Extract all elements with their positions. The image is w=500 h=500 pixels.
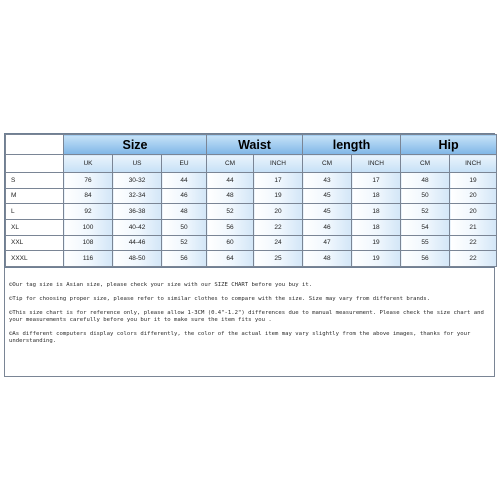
sub-header-waist-cm: CM: [207, 155, 254, 173]
table-cell: 50: [401, 188, 450, 204]
table-cell: 44-46: [113, 235, 162, 251]
group-header-hip: Hip: [401, 135, 497, 155]
table-cell: 22: [254, 219, 303, 235]
table-cell: 19: [450, 173, 497, 189]
table-cell: 44: [162, 173, 207, 189]
sub-header-hip-cm: CM: [401, 155, 450, 173]
sub-header-length-inch: INCH: [352, 155, 401, 173]
table-cell: 56: [401, 251, 450, 267]
table-cell: 48-50: [113, 251, 162, 267]
table-row: [6, 188, 497, 204]
table-cell: 22: [450, 235, 497, 251]
table-cell: 24: [254, 235, 303, 251]
table-cell: 18: [352, 188, 401, 204]
size-notes: [4, 268, 495, 377]
table-cell: 44: [207, 173, 254, 189]
table-cell: 48: [401, 173, 450, 189]
size-label: XL: [6, 219, 64, 235]
corner-cell: [6, 155, 64, 173]
table-cell: 52: [162, 235, 207, 251]
table-cell: 46: [303, 219, 352, 235]
table-row: [6, 235, 497, 251]
table-cell: 84: [64, 188, 113, 204]
table-cell: 48: [303, 251, 352, 267]
group-header-size: Size: [64, 135, 207, 155]
table-row: [6, 251, 497, 267]
table-cell: 19: [254, 188, 303, 204]
table-cell: 45: [303, 204, 352, 220]
table-row: [6, 173, 497, 189]
table-cell: 108: [64, 235, 113, 251]
table-cell: 18: [352, 204, 401, 220]
note-asian-size: ©Our tag size is Asian size, please check your size with our SIZE CHART before you buy it.: [9, 282, 313, 288]
size-chart: [4, 133, 495, 268]
table-cell: 50: [162, 219, 207, 235]
table-row: [6, 204, 497, 220]
sub-header-row: [6, 155, 497, 173]
table-cell: 45: [303, 188, 352, 204]
table-cell: 100: [64, 219, 113, 235]
sub-header-us: US: [113, 155, 162, 173]
table-cell: 92: [64, 204, 113, 220]
table-cell: 25: [254, 251, 303, 267]
table-cell: 36-38: [113, 204, 162, 220]
table-cell: 55: [401, 235, 450, 251]
size-label: XXXL: [6, 251, 64, 267]
size-label: L: [6, 204, 64, 220]
table-cell: 56: [162, 251, 207, 267]
table-cell: 76: [64, 173, 113, 189]
table-cell: 20: [450, 188, 497, 204]
table-cell: 18: [352, 219, 401, 235]
table-cell: 21: [450, 219, 497, 235]
table-cell: 19: [352, 251, 401, 267]
sub-header-length-cm: CM: [303, 155, 352, 173]
group-header-length: length: [303, 135, 401, 155]
size-table: [5, 134, 497, 267]
size-label: XXL: [6, 235, 64, 251]
table-cell: 19: [352, 235, 401, 251]
sub-header-waist-inch: INCH: [254, 155, 303, 173]
note-color-variance: ©As different computers display colors differently, the color of the actual item may vary slightly from the above images, thanks for your understanding.: [9, 331, 471, 344]
group-header-waist: Waist: [207, 135, 303, 155]
group-header-row: [6, 135, 497, 155]
table-cell: 32-34: [113, 188, 162, 204]
table-cell: 17: [352, 173, 401, 189]
table-cell: 116: [64, 251, 113, 267]
table-cell: 20: [450, 204, 497, 220]
size-label: S: [6, 173, 64, 189]
sub-header-uk: UK: [64, 155, 113, 173]
table-cell: 52: [401, 204, 450, 220]
table-cell: 22: [450, 251, 497, 267]
note-choosing-size: ©Tip for choosing proper size, please refer to similar clothes to compare with the size. Size may vary from different brands.: [9, 296, 430, 302]
table-cell: 48: [162, 204, 207, 220]
table-cell: 47: [303, 235, 352, 251]
table-cell: 52: [207, 204, 254, 220]
table-cell: 60: [207, 235, 254, 251]
table-cell: 54: [401, 219, 450, 235]
note-measurement-tolerance: ©This size chart is for reference only, please allow 1-3CM (0.4"-1.2") differences due to manual measurement. Please check the size chart and your measurements carefully before you bur it to make sure the item fits you .: [9, 310, 484, 323]
table-cell: 40-42: [113, 219, 162, 235]
sub-header-hip-inch: INCH: [450, 155, 497, 173]
table-cell: 30-32: [113, 173, 162, 189]
table-cell: 48: [207, 188, 254, 204]
size-label: M: [6, 188, 64, 204]
sub-header-eu: EU: [162, 155, 207, 173]
table-cell: 20: [254, 204, 303, 220]
corner-cell: [6, 135, 64, 155]
table-cell: 56: [207, 219, 254, 235]
table-row: [6, 219, 497, 235]
table-cell: 46: [162, 188, 207, 204]
table-cell: 17: [254, 173, 303, 189]
table-cell: 64: [207, 251, 254, 267]
table-cell: 43: [303, 173, 352, 189]
